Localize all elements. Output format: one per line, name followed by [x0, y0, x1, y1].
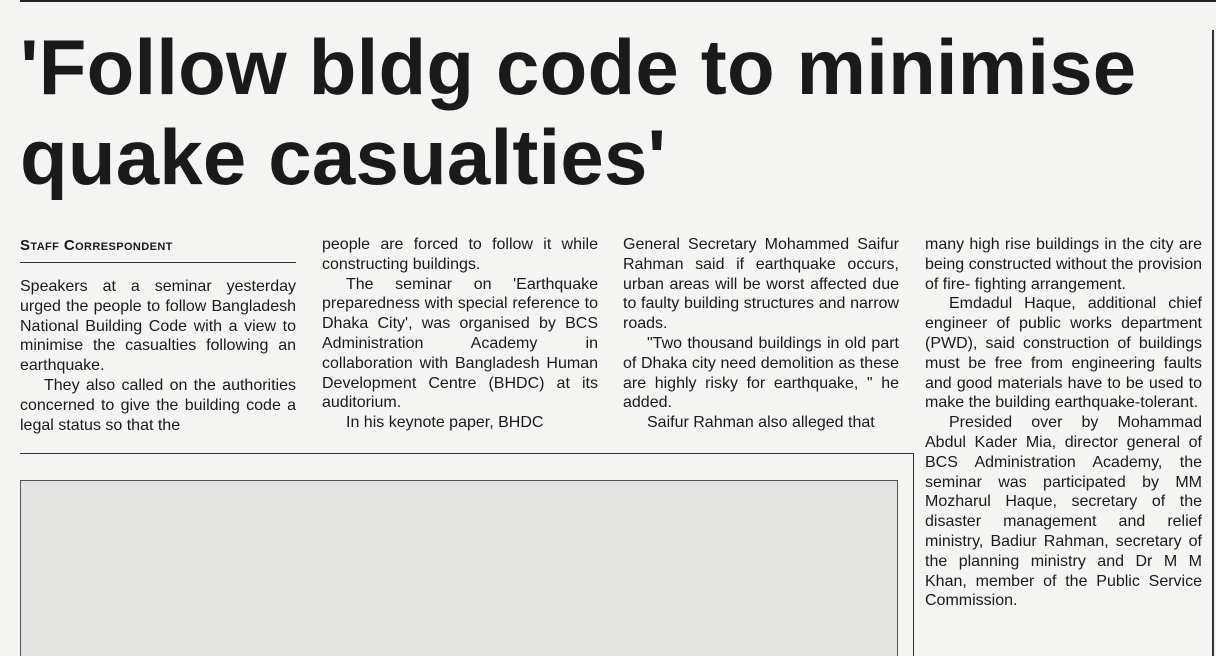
- paragraph: General Secretary Mohammed Saifur Rahman said if earthquake occurs, urban areas will be worst affected due to faulty building structures and narrow roads.: [623, 236, 899, 333]
- image-placeholder: [20, 480, 898, 656]
- paragraph: Presided over by Mohammad Abdul Kader Mia, director general of BCS Administration Academy, the seminar was participated by MM Mozharul Haque, secretary of the disaster management and relief ministry, Badiur Rahman, secretary of the planning ministry and Dr M M Khan, member of the Public Service Commission.: [925, 414, 1202, 610]
- article-column-3: [623, 235, 899, 433]
- paragraph: Speakers at a seminar yesterday urged the people to follow Bangladesh National Building Code with a view to minimise the casualties following an earthquake.: [20, 278, 296, 375]
- article-column-1: [20, 277, 296, 435]
- top-rule: [20, 0, 1216, 2]
- paragraph: people are forced to follow it while constructing buildings.: [322, 236, 598, 273]
- headline-line-1: 'Follow bldg code to minimise: [20, 23, 1137, 111]
- paragraph: many high rise buildings in the city are being constructed without the provision of fire- fighting arrangement.: [925, 236, 1202, 293]
- section-separator-vertical: [913, 453, 914, 656]
- paragraph: "Two thousand buildings in old part of Dhaka city need demolition as these are highly risky for earthquake, " he added.: [623, 334, 899, 412]
- byline: Staff Correspondent: [20, 237, 173, 254]
- paragraph: Emdadul Haque, additional chief engineer of public works department (PWD), said construction of buildings must be free from engineering faults and good materials have to be used to make the building earthquake-tolerant.: [925, 295, 1202, 412]
- byline-rule: [20, 262, 296, 263]
- article-column-2: [322, 235, 598, 433]
- section-separator: [20, 453, 913, 454]
- article-column-4: [925, 235, 1202, 611]
- right-column-rule: [1212, 30, 1214, 656]
- paragraph: They also called on the authorities concerned to give the building code a legal status so that the: [20, 376, 296, 434]
- headline-line-2: quake casualties': [20, 113, 667, 201]
- paragraph: The seminar on 'Earthquake preparedness with special reference to Dhaka City', was organised by BCS Administration Academy in collaboration with Bangladesh Human Development Centre (BHDC) at its auditorium.: [322, 275, 598, 412]
- paragraph: Saifur Rahman also alleged that: [647, 414, 875, 432]
- paragraph: In his keynote paper, BHDC: [346, 414, 544, 432]
- headline: [20, 22, 1210, 202]
